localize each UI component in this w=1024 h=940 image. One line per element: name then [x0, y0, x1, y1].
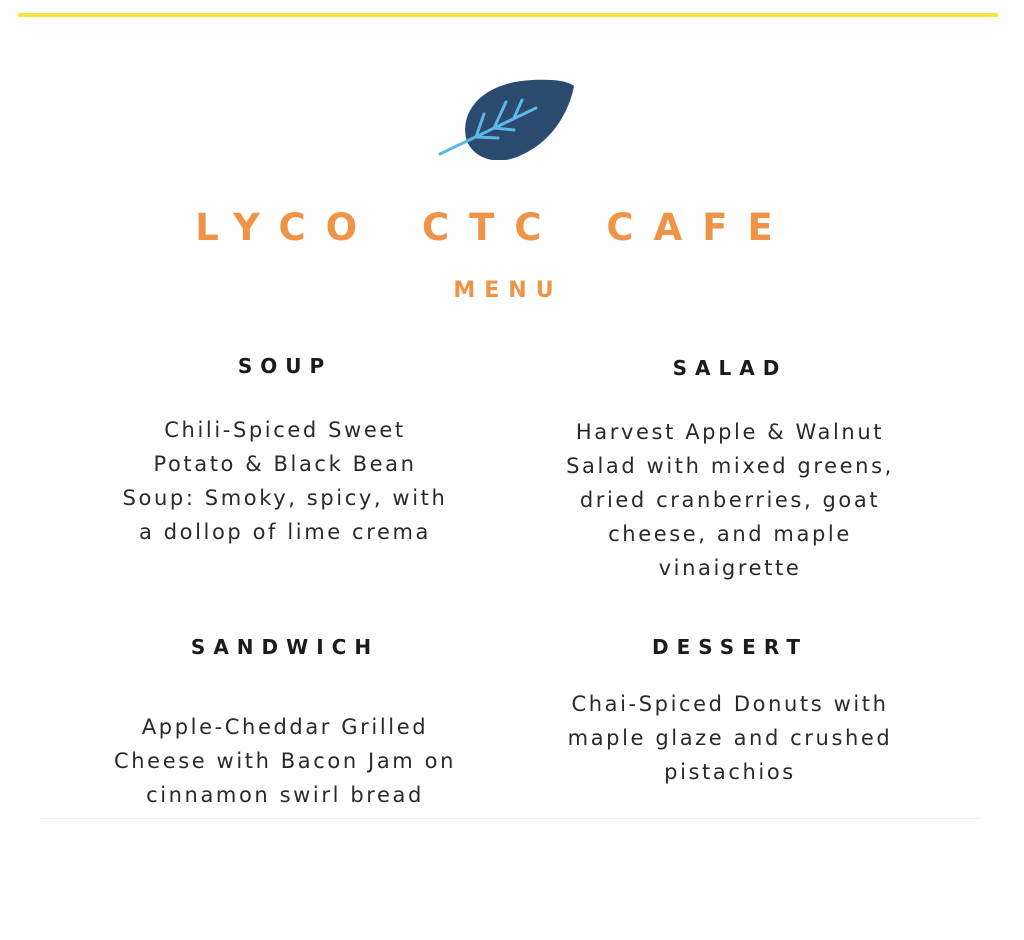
- soup-description: Chili-Spiced Sweet Potato & Black Bean Soup: Smoky, spicy, with a dollop of lime crema: [122, 418, 448, 544]
- salad-description: Harvest Apple & Walnut Salad with mixed greens, dried cranberries, goat cheese, and maple vinaigrette: [566, 420, 894, 580]
- salad-heading: SALAD: [672, 356, 788, 380]
- sandwich-description: Apple-Cheddar Grilled Cheese with Bacon Jam on cinnamon swirl bread: [114, 715, 456, 807]
- cafe-title: LYCO CTC CAFE: [195, 206, 793, 249]
- soup-section: [75, 354, 495, 549]
- bottom-divider: [40, 818, 980, 819]
- sandwich-section: [75, 635, 495, 812]
- dessert-section: [520, 635, 940, 789]
- top-divider: [18, 13, 998, 17]
- dessert-description: Chai-Spiced Donuts with maple glaze and crushed pistachios: [567, 692, 893, 784]
- dessert-heading: DESSERT: [652, 635, 808, 659]
- soup-heading: SOUP: [237, 354, 333, 378]
- sandwich-heading: SANDWICH: [190, 635, 380, 659]
- menu-subtitle: MENU: [453, 278, 563, 303]
- leaf-icon: [436, 78, 578, 160]
- salad-section: [520, 356, 940, 585]
